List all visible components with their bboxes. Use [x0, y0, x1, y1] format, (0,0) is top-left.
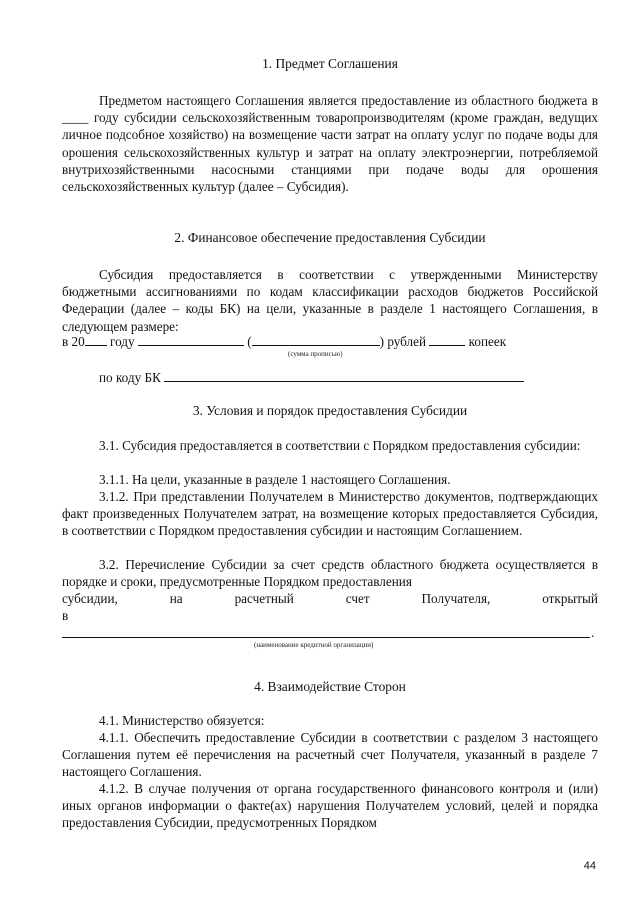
clause-3-1-1	[62, 471, 598, 488]
amount-digits-blank[interactable]	[138, 334, 244, 346]
word-otkryty: открытый	[542, 591, 598, 606]
year-word: году	[110, 334, 135, 349]
rubles-word: ) рублей	[379, 334, 427, 349]
clause-4-1-text: 4.1. Министерство обязуется:	[99, 713, 265, 728]
clause-3-2-last-line	[62, 590, 598, 607]
year-prefix: в 20	[62, 334, 85, 349]
bk-code-line	[99, 369, 524, 386]
amount-line	[62, 333, 506, 350]
word-raschetny: расчетный	[234, 591, 294, 606]
clause-4-1	[62, 712, 598, 729]
word-poluchatelya: Получателя,	[421, 591, 491, 606]
clause-3-2	[62, 556, 598, 590]
sum-in-words-caption: (сумма прописью)	[288, 350, 343, 358]
clause-3-1-text: 3.1. Субсидия предоставляется в соответствии с Порядком предоставления субсидии:	[99, 438, 581, 453]
kopecks-blank[interactable]	[429, 334, 465, 346]
section-2-title: 2. Финансовое обеспечение предоставления Субсидии	[174, 230, 486, 245]
section-2-paragraph	[62, 266, 598, 335]
section-1-text: Предметом настоящего Соглашения является предоставление из областного бюджета в ____ году субсидии сельскохозяйственным товаропроизводителям (кроме граждан, ведущих личное подсобное хозяйство) на возмещение части затрат на оплату услуг по подаче воды для орошения сельскохозяйственных культур и затрат на оплату электроэнергии, потребляемой внутрихозяйственными насосными станциями при подаче воды для орошения сельскохозяйственных культур (далее – Субсидия).	[62, 93, 598, 195]
word-na: на	[169, 591, 183, 606]
bk-code-blank[interactable]	[164, 370, 524, 382]
section-2-text: Субсидия предоставляется в соответствии с утвержденными Министерству бюджетными ассигнованиями по кодам классификации расходов бюджетов Российской Федерации (далее – коды БК) на цели, указанные в разделе 1 настоящего Соглашения, в следующем размере:	[62, 267, 598, 334]
bank-name-caption: (наименование кредитной организации)	[254, 641, 374, 649]
word-subsidii: субсидии,	[62, 591, 118, 606]
section-1-paragraph	[62, 92, 598, 195]
section-4-title: 4. Взаимодействие Сторон	[254, 679, 406, 694]
clause-3-2-in: в	[62, 608, 69, 623]
clause-4-1-1-text: 4.1.1. Обеспечить предоставление Субсидии в соответствии с разделом 3 настоящего Соглашения путем её перечисления на расчетный счет Получателя, указанный в разделе 7 настоящего Соглашения.	[62, 730, 598, 780]
clause-4-1-1	[62, 729, 598, 781]
section-3-title: 3. Условия и порядок предоставления Субсидии	[192, 403, 468, 418]
section-1-title: 1. Предмет Соглашения	[262, 56, 398, 71]
page-number: 44	[583, 860, 596, 872]
clause-4-1-2-text: 4.1.2. В случае получения от органа государственного финансового контроля и (или) иных органов информации о факте(ах) нарушения Получателем условий, целей и порядка предоставления Субсидии, предусмотренных Порядком	[62, 781, 598, 831]
amount-words-blank[interactable]	[252, 334, 380, 346]
clause-3-1-1-text: 3.1.1. На цели, указанные в разделе 1 настоящего Соглашения.	[99, 472, 451, 487]
bk-code-label: по коду БК	[99, 370, 161, 385]
word-schet: счет	[345, 591, 370, 606]
clause-3-1	[62, 437, 598, 454]
bank-line-dot: .	[591, 625, 595, 640]
clause-3-1-2-text: 3.1.2. При представлении Получателем в Министерство документов, подтверждающих факт произведенных Получателем затрат, на возмещение которых предоставляется Субсидия, в соответствии с Порядком предоставления субсидии и настоящим Соглашением.	[62, 489, 598, 539]
bank-name-blank[interactable]	[62, 637, 590, 638]
clause-3-2-text: 3.2. Перечисление Субсидии за счет средств областного бюджета осуществляется в порядке и сроки, предусмотренные Порядком предоставления	[62, 557, 598, 590]
year-blank[interactable]	[85, 334, 107, 346]
clause-4-1-2	[62, 780, 598, 832]
open-paren: (	[247, 334, 252, 349]
clause-3-1-2	[62, 488, 598, 540]
kopecks-word: копеек	[468, 334, 507, 349]
